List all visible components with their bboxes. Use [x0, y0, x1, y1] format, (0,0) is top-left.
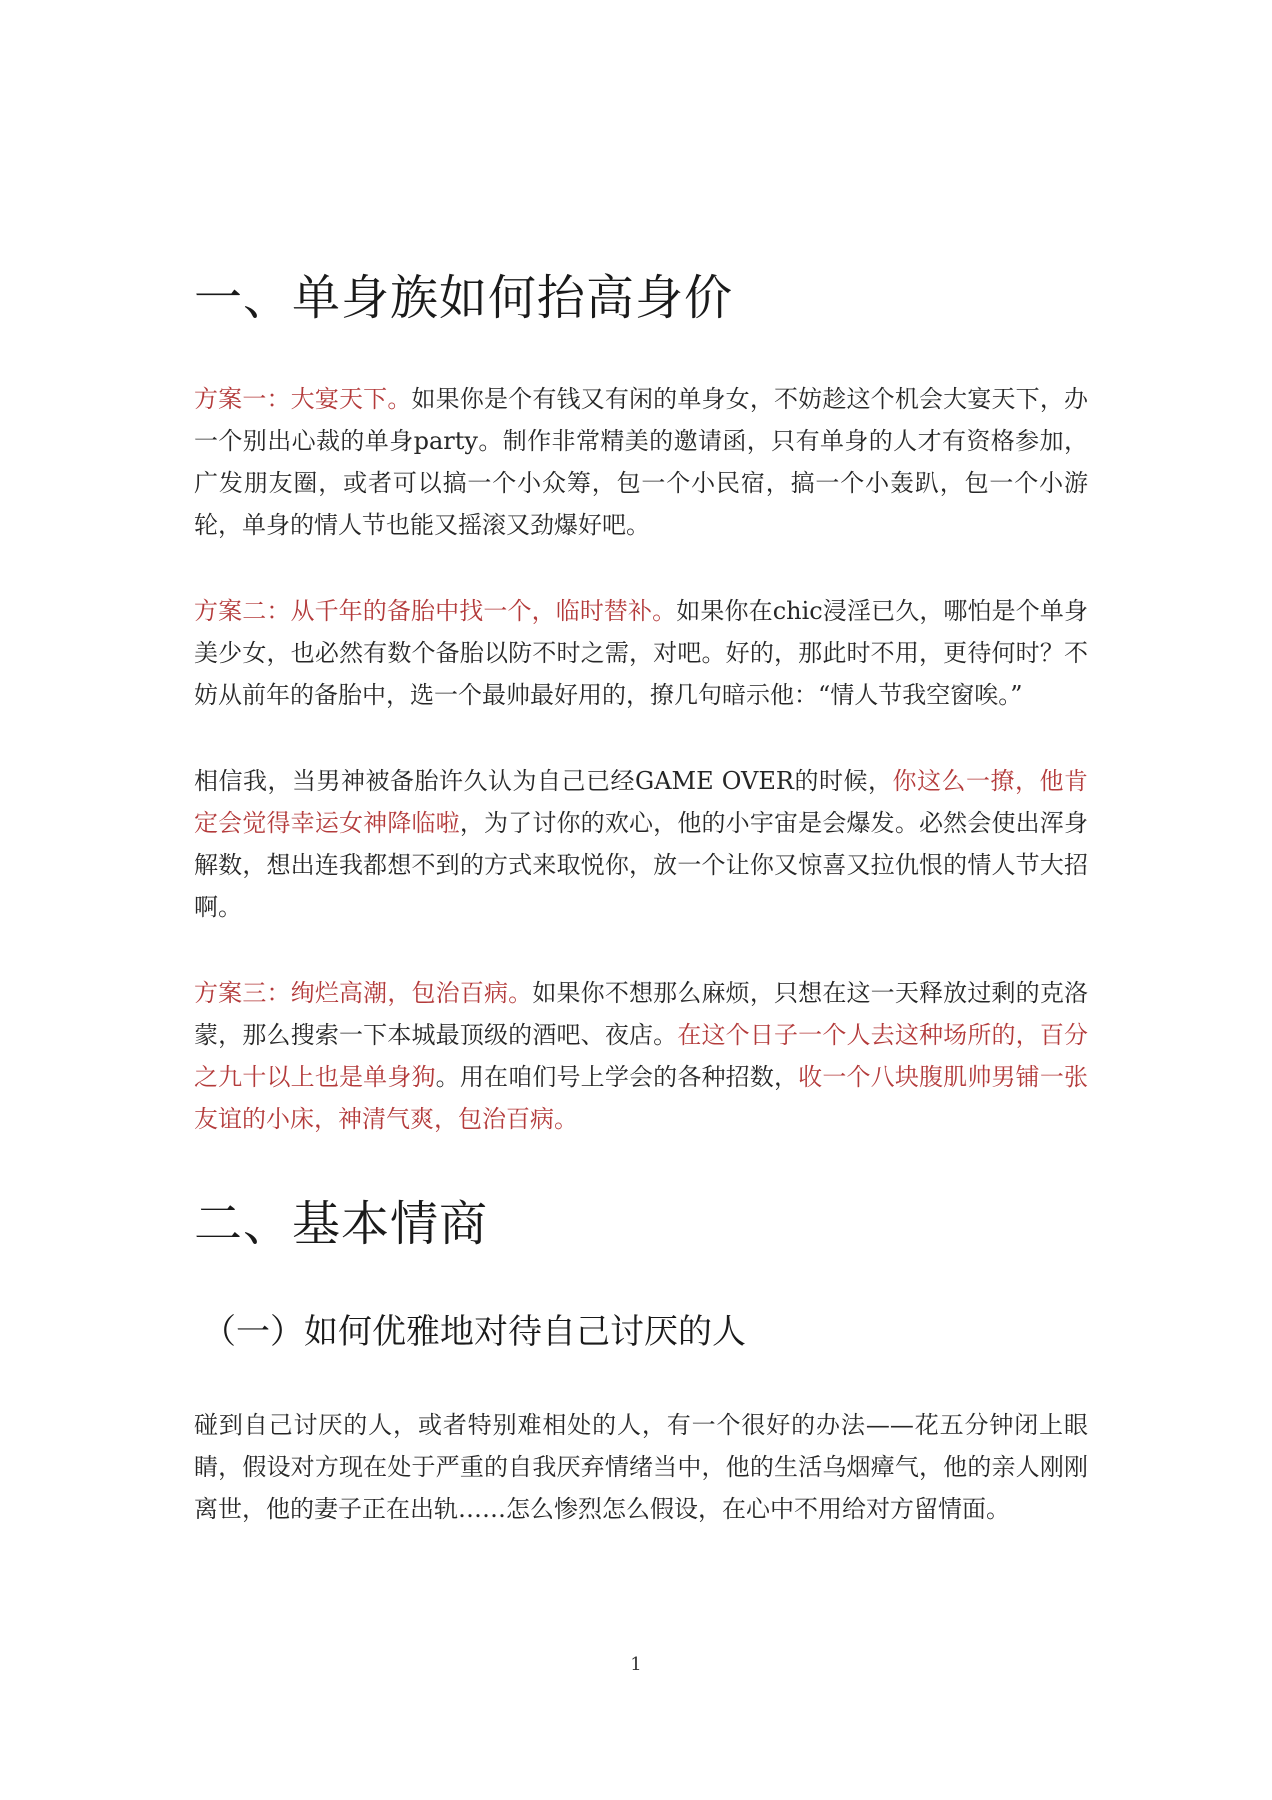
subsection-1-heading: （一）如何优雅地对待自己讨厌的人 [202, 1312, 746, 1352]
paragraph-disliked-people: 碰到自己讨厌的人，或者特别难相处的人，有一个很好的办法——花五分钟闭上眼睛，假设对方现在处于严重的自我厌弃情绪当中，他的生活乌烟瘴气，他的亲人刚刚离世，他的妻子正在出轨……怎么惨烈怎么假设，在心中不用给对方留情面。 [194, 1411, 1088, 1523]
plan-1-label: 方案一：大宴天下。 [194, 385, 412, 413]
plan-1-text: 如果你是个有钱又有闲的单身女，不妨趁这个机会大宴天下，办一个别出心裁的单身party。制作非常精美的邀请函，只有单身的人才有资格参加，广发朋友圈，或者可以搞一个小众筹，包一个小民宿，搞一个小轰趴，包一个小游轮，单身的情人节也能又摇滚又劲爆好吧。 [194, 385, 1088, 539]
plan-2-text: 如果你在chic浸淫已久，哪怕是个单身美少女，也必然有数个备胎以防不时之需，对吧。好的，那此时不用，更待何时？不妨从前年的备胎中，选一个最帅最好用的，撩几句暗示他：“情人节我空窗唉。” [194, 597, 1089, 709]
believe-text-b: ，为了讨你的欢心，他的小宇宙是会爆发。必然会使出浑身解数，想出连我都想不到的方式来取悦你，放一个让你又惊喜又拉仇恨的情人节大招啊。 [194, 809, 1089, 921]
paragraph-plan-2 [194, 590, 1088, 716]
believe-highlight: 你这么一撩，他肯定会觉得幸运女神降临啦 [194, 767, 1089, 837]
section-2-heading: 二、基本情商 [194, 1196, 489, 1252]
believe-text-a: 相信我，当男神被备胎许久认为自己已经GAME OVER的时候， [194, 767, 893, 795]
plan-3-highlight-b: 收一个八块腹肌帅男铺一张友谊的小床，神清气爽，包治百病。 [194, 1063, 1089, 1133]
plan-3-text-a: 如果你不想那么麻烦，只想在这一天释放过剩的克洛蒙，那么搜索一下本城最顶级的酒吧、夜店。 [194, 979, 1089, 1049]
plan-3-label: 方案三：绚烂高潮，包治百病。 [194, 979, 533, 1007]
page-content [194, 258, 1088, 1574]
paragraph-plan-3 [194, 972, 1088, 1140]
plan-2-label: 方案二：从千年的备胎中找一个，临时替补。 [194, 597, 677, 625]
section-1-heading: 一、单身族如何抬高身价 [194, 270, 734, 326]
paragraph-believe-me [194, 760, 1088, 928]
plan-3-text-b: 。用在咱们号上学会的各种招数， [435, 1063, 799, 1091]
paragraph-plan-1 [194, 378, 1088, 546]
page-number: 1 [630, 1654, 642, 1675]
plan-3-highlight-a: 在这个日子一个人去这种场所的，百分之九十以上也是单身狗 [194, 1021, 1089, 1091]
